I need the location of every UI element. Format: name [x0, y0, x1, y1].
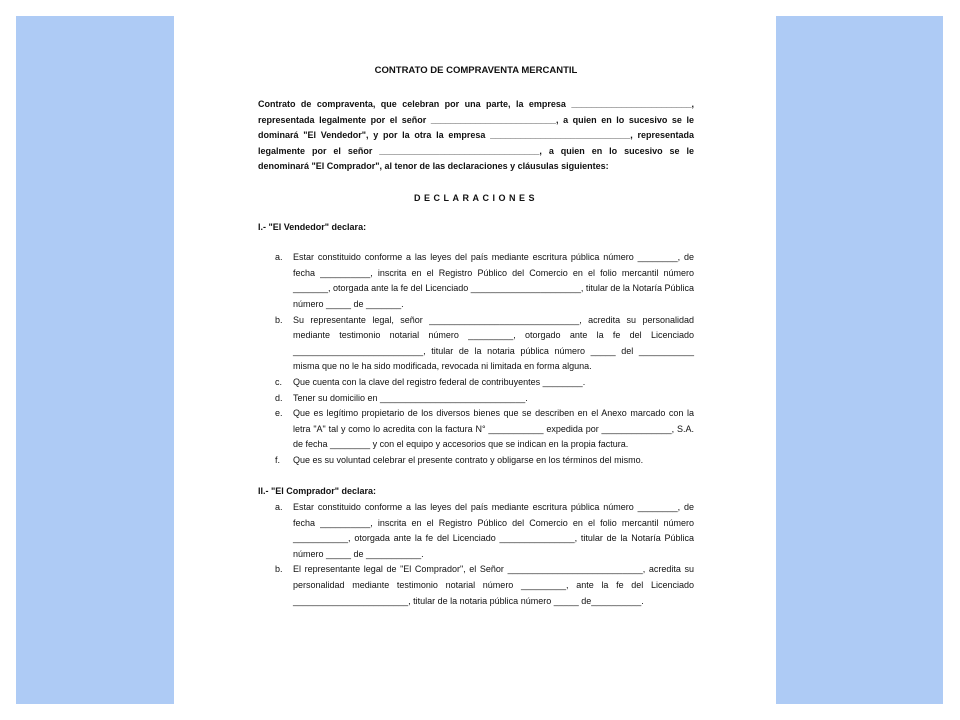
- list-item-text: Que es legítimo propietario de los diversos bienes que se describen en el Anexo marcado con la letra "A" tal y como lo acredita con la factura N° ___________ expedida por ______________, S.A. de fecha ________ y con el equipo y accesorios que se indican en la propia factura.: [293, 408, 694, 450]
- list-marker: c.: [275, 376, 283, 387]
- list-marker: a.: [275, 252, 283, 263]
- list-item: [258, 562, 694, 609]
- list-item: [258, 453, 694, 469]
- list-item-text: Estar constituido conforme a las leyes del país mediante escritura pública número ________, de fecha __________, inscrita en el Registro Público del Comercio en el folio mercantil número ___________, otorgada ante la fe del Licenciado _______________, titular de la Notaría Pública número _____ de ___________.: [293, 502, 694, 559]
- list-item-text: Su representante legal, señor ______________________________, acredita su personalidad mediante testimonio notarial número _________, otorgado ante la fe del Licenciado __________________________, titular de la notaria pública número _____ del ___________ misma que no le ha sido modificada, revocada ni limitada en forma alguna.: [293, 314, 694, 372]
- document-body: [258, 64, 694, 609]
- list-marker: a.: [275, 502, 283, 513]
- section-seller-title: I.- "El Vendedor" declara:: [258, 221, 367, 232]
- buyer-declarations-list: [258, 500, 694, 609]
- list-item-text: Estar constituido conforme a las leyes del país mediante escritura pública número ________, de fecha __________, inscrita en el Registro Público del Comercio en el folio mercantil número _______, otorgada ante la fe del Licenciado ______________________, titular de la Notaría Pública número _____ de _______.: [293, 252, 694, 309]
- list-marker: b.: [275, 564, 283, 575]
- left-blue-panel: [16, 16, 174, 704]
- seller-declarations-list: [258, 250, 694, 468]
- list-marker: d.: [275, 392, 283, 403]
- list-item-text: Que es su voluntad celebrar el presente contrato y obligarse en los términos del mismo.: [293, 454, 644, 465]
- section-buyer-title: II.- "El Comprador" declara:: [258, 486, 377, 497]
- list-item: [258, 250, 694, 312]
- right-blue-panel: [776, 16, 943, 704]
- document-page: [174, 16, 776, 704]
- list-item: [258, 375, 694, 391]
- declarations-heading: DECLARACIONES: [413, 192, 538, 203]
- document-title: CONTRATO DE COMPRAVENTA MERCANTIL: [374, 65, 578, 76]
- list-marker: f.: [275, 454, 281, 465]
- intro-paragraph: Contrato de compraventa, que celebran por una parte, la empresa ________________________, representada legalmente por el señor _________________________, a quien en lo sucesivo se le dominará "El Vendedor", y por la otra la empresa ____________________________, representada legalmente por el señor ________________________________, a quien en lo sucesivo se le denominará "El Comprador", al tenor de las declaraciones y cláusulas siguientes:: [258, 99, 694, 172]
- list-item: [258, 313, 694, 375]
- list-item-text: Que cuenta con la clave del registro federal de contribuyentes ________.: [293, 376, 586, 387]
- list-marker: b.: [275, 314, 283, 325]
- list-marker: e.: [275, 408, 283, 419]
- list-item: [258, 406, 694, 453]
- list-item: [258, 391, 694, 407]
- list-item: [258, 500, 694, 562]
- list-item-text: Tener su domicilio en _____________________________.: [293, 392, 528, 403]
- list-item-text: El representante legal de "El Comprador", el Señor ___________________________, acredita su personalidad mediante testimonio notarial número _________, ante la fe del Licenciado _______________________, titular de la notaria pública número _____ de__________.: [293, 564, 694, 606]
